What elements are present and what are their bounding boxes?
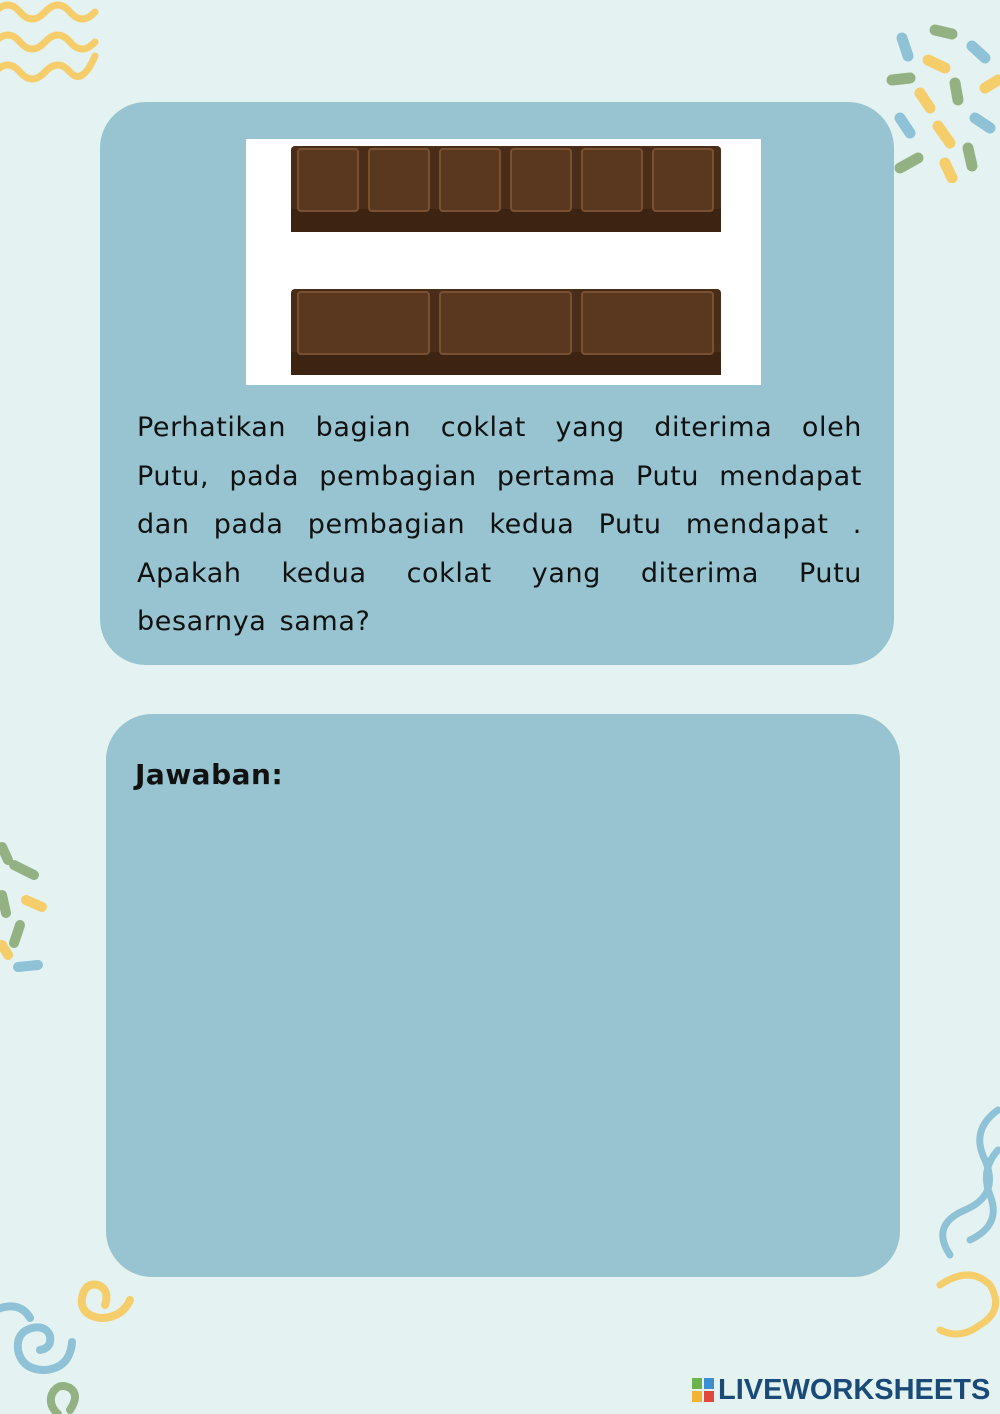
brand-text: LIVEWORKSHEETS	[718, 1373, 991, 1406]
swirl-decoration-icon	[910, 1100, 1000, 1360]
question-text: Perhatikan bagian coklat yang diterima oleh Putu, pada pembagian pertama Putu mendapat dan pada pembagian kedua Putu mendapat . Apakah kedua coklat yang diterima Putu besarnya sama?	[137, 412, 862, 637]
chocolate-bar-6-pieces	[291, 146, 721, 232]
question-card	[100, 102, 894, 665]
chocolate-bar-3-pieces	[291, 289, 721, 375]
chocolate-bars-image	[246, 139, 761, 385]
answer-card[interactable]	[106, 714, 900, 1277]
liveworksheets-brand	[692, 1373, 990, 1407]
sprinkles-left-decoration-icon	[0, 835, 60, 985]
sprinkles-decoration-icon	[880, 18, 1000, 183]
answer-label: Jawaban:	[135, 758, 284, 791]
liveworksheets-logo-icon	[692, 1378, 714, 1402]
spiral-decoration-icon	[0, 1270, 150, 1414]
squiggle-decoration-icon	[0, 0, 110, 110]
